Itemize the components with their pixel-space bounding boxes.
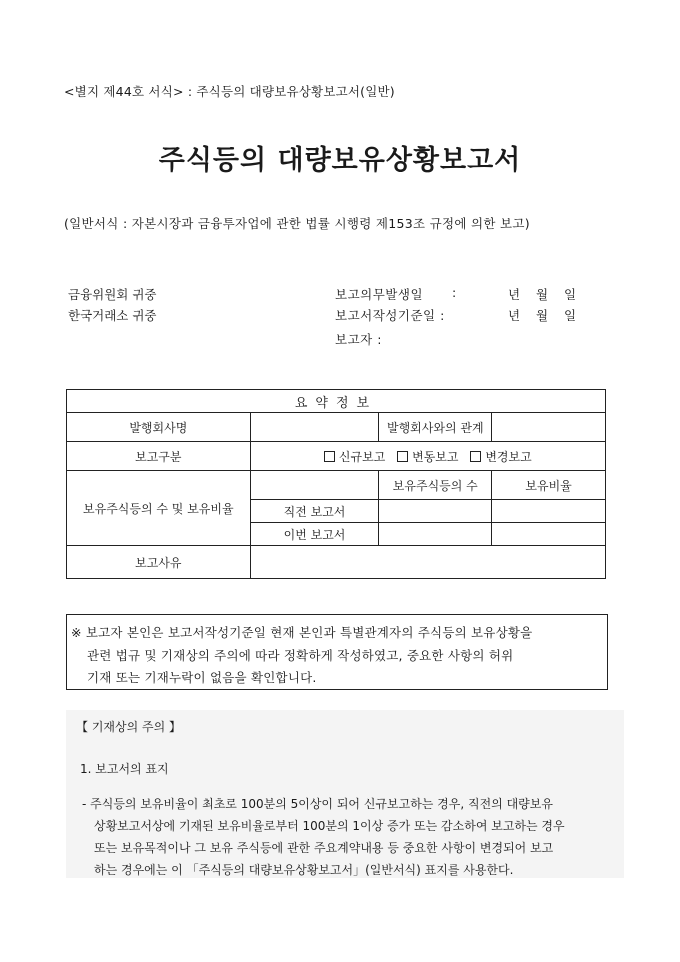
prev-report-label: 직전 보고서: [250, 500, 379, 523]
guide-line-3: 또는 보유목적이나 그 보유 주식등에 관한 주요계약내용 등 중요한 사항이 변경되어 보고: [94, 841, 554, 855]
notice-line-3: 기재 또는 기재누락이 없음을 확인합니다.: [87, 670, 317, 685]
notice-line-2: 관련 법규 및 기재상의 주의에 따라 정확하게 작성하였고, 중요한 사항의 허위: [87, 648, 514, 663]
guide-section-1: 1. 보고서의 표지: [80, 762, 169, 776]
reporter-label: 보고자 :: [335, 332, 382, 347]
issuer-name-field[interactable]: [250, 413, 379, 442]
ratio-column-header: 보유비율: [492, 471, 606, 500]
duty-date-label: 보고의무발생일: [335, 287, 424, 302]
summary-table: [66, 389, 606, 579]
new-report-option[interactable]: [324, 450, 385, 464]
form-number-title: <별지 제44호 서식> : 주식등의 대량보유상황보고서(일반): [64, 84, 395, 99]
reason-label: 보고사유: [67, 546, 251, 579]
base-date-day: 일: [564, 308, 577, 323]
issuer-relation-field[interactable]: [492, 413, 606, 442]
holdings-blank-cell: [250, 471, 379, 500]
guide-line-4: 하는 경우에는 이 「주식등의 대량보유상황보고서」(일반서식) 표지를 사용한다.: [94, 863, 514, 877]
amend-report-checkbox[interactable]: [470, 451, 481, 462]
addressee-krx: 한국거래소 귀중: [68, 308, 157, 323]
this-report-label: 이번 보고서: [250, 523, 379, 546]
addressee-fsc: 금융위원회 귀중: [68, 287, 157, 302]
shares-column-header: 보유주식등의 수: [379, 471, 492, 500]
prev-shares-field[interactable]: [379, 500, 492, 523]
document-title: 주식등의 대량보유상황보고서: [158, 145, 522, 176]
new-report-checkbox[interactable]: [324, 451, 335, 462]
duty-date-day: 일: [564, 287, 577, 302]
this-shares-field[interactable]: [379, 523, 492, 546]
change-holding-checkbox[interactable]: [397, 451, 408, 462]
issuer-relation-label: 발행회사와의 관계: [379, 413, 492, 442]
summary-heading: 요약정보: [67, 390, 606, 413]
holdings-label: 보유주식등의 수 및 보유비율: [67, 471, 251, 546]
confirmation-notice: [66, 614, 608, 690]
report-type-options: [250, 442, 605, 471]
document-subtitle: (일반서식 : 자본시장과 금융투자업에 관한 법률 시행령 제153조 규정에 의한 보고): [64, 216, 530, 231]
amend-report-label: 변경보고: [485, 449, 532, 464]
prev-ratio-field[interactable]: [492, 500, 606, 523]
base-date-label: 보고서작성기준일 :: [335, 308, 445, 323]
base-date-month: 월: [536, 308, 549, 323]
amend-report-option[interactable]: [470, 450, 531, 464]
writing-guide: [66, 710, 624, 878]
base-date-year: 년: [508, 308, 521, 323]
guide-line-2: 상황보고서상에 기재된 보유비율로부터 100분의 1이상 증가 또는 감소하여 보고하는 경우: [94, 819, 565, 833]
notice-line-1: ※ 보고자 본인은 보고서작성기준일 현재 본인과 특별관계자의 주식등의 보유상황을: [71, 625, 533, 640]
new-report-label: 신규보고: [338, 449, 386, 464]
duty-date-colon: :: [452, 285, 457, 300]
issuer-name-label: 발행회사명: [67, 413, 251, 442]
duty-date-month: 월: [536, 287, 549, 302]
change-holding-label: 변동보고: [412, 449, 459, 464]
this-ratio-field[interactable]: [492, 523, 606, 546]
duty-date-year: 년: [508, 287, 521, 302]
guide-line-1: - 주식등의 보유비율이 최초로 100분의 5이상이 되어 신규보고하는 경우, 직전의 대량보유: [82, 797, 553, 811]
reason-field[interactable]: [250, 546, 605, 579]
change-holding-option[interactable]: [397, 450, 458, 464]
guide-heading: 【 기재상의 주의 】: [76, 720, 181, 734]
report-type-label: 보고구분: [67, 442, 251, 471]
